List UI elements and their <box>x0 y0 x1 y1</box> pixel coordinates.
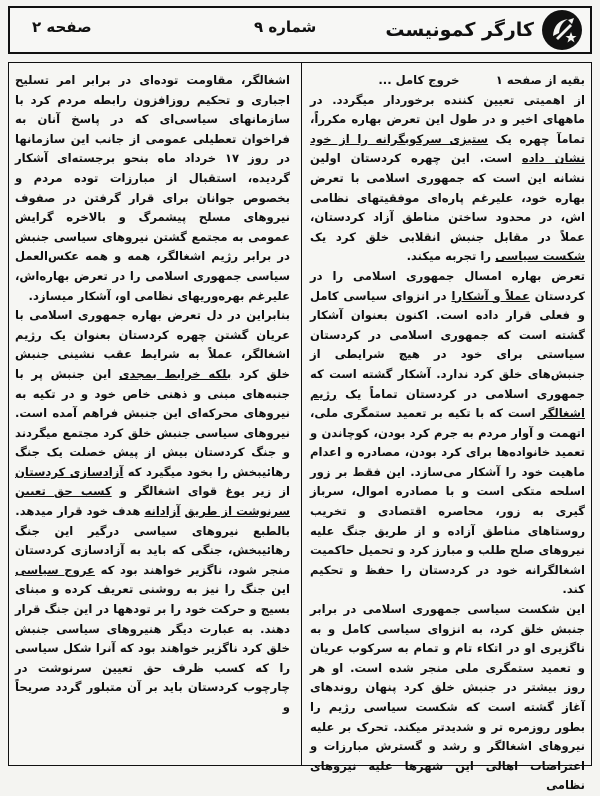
left-column <box>15 71 290 761</box>
underlined-phrase: عملاً و آشکارا <box>451 288 530 303</box>
publication-title: کارگر کمونیست <box>385 19 534 41</box>
underlined-phrase: کسب حق تعیین سرنوشت از طریق <box>15 484 290 519</box>
column-divider <box>301 63 302 765</box>
underlined-phrase: بلکه خرابط بمجدی <box>118 366 232 381</box>
right-paragraph-1: از اهمیتی تعیین کننده برخوردار میگردد. در ماههای اخیر و در طول این تعرض بهاره مکرراً، تمامآ چهره یک ستیزی سرکوبگرانه را از خود نشان داده است. این چهره کردستان اولین نشانه این است که جمهوری اسلامی با تعرض بهاره خود، علیرغم پاره‌ای موفقیتهای نظامی اش، در محدود ساختن مناطق آزاد کردستان، عملاً در مقابل جنبش انقلابی خلق کرد یک شکست سیاسی را تجربه میکند. <box>310 92 585 264</box>
underlined-phrase: رژیم اشغالگر <box>310 386 585 421</box>
underlined-phrase: شکست سیاسی <box>495 249 585 264</box>
underlined-phrase: آزادانه <box>144 504 181 519</box>
issue-number: شماره ۹ <box>254 18 317 36</box>
underlined-phrase: ستیزی سرکوبگرانه را از خود نشان داده <box>310 131 585 166</box>
underlined-phrase: عروج سیاسی <box>15 562 95 577</box>
page-number: صفحه ۲ <box>32 18 92 36</box>
article-body <box>8 62 592 793</box>
section-heading: خروج کامل ... <box>378 73 460 87</box>
underlined-phrase: آزادسازی کردستان <box>15 464 124 479</box>
right-column <box>310 71 586 793</box>
left-paragraph-3: بالطبع نیروهای سیاسی درگیر این جنگ رهائیبخش، جنگی که باید به آزادسازی کردستان منجر شود، ناگزیر خواهند بود که عروج سیاسی این جنگ را نیز به روشنی تعریف کرده و مبنای بسیج و حرکت خود را بر تودهها در این جنگ قرار دهند. به عبارت دیگر هنیروهای سیاسی جنبش خلق کرد ناگزیر خواهند بود که آنرا شکل سیاسی را که کسب ظرف حق تعیین سرنوشت در چارچوب کردستان باید بر آن متبلور گردد صریحاً و <box>15 523 290 714</box>
right-paragraph-2: تعرض بهاره امسال جمهوری اسلامی را در کردستان عملاً و آشکارا در انزوای سیاسی کامل و فعلی قرار داده است. اکنون بعنوان آشکار گشته است که جمهوری اسلامی در کردستان سیاستی برای خود در هیچ شرایطی از جنبش‌های خلق کرد ندارد. آشکار گشته است که جمهوری اسلامی در کردستان تماماً یک رژیم اشغالگر است که با تکیه بر تعمید ستمگری ملی، اتهمت و آوار مردم به جرم کرد بودن، کوچاندن و تعمید خانواده‌ها برای کرد بودن، مصادره و اعدام ماهیت خود را آشکار می‌سازد. این فقط بر زور اسلحه متکی است و با مصادره اموال، سرباز گیری به زور، محاصره اقتصادی و تخریب روستاهای مناطق آزاده و از طریق جنگ علیه نیروهای صلح طلب و مبارز کرد و تحمیل حاکمیت اشغالگرانه خود در کردستان را حفظ و تحکیم کند. <box>310 268 586 597</box>
left-paragraph-2: بنابراین در دل تعرض بهاره جمهوری اسلامی با عریان گشتن چهره کردستان بعنوان یک رژیم اشغالگر، عملاً به شرایط عقب نشینی جنبش خلق کرد بلکه خرابط بمجدی این جنبش پر با جنبه‌های مبنی و ذهنی خاص خود و در تکیه به نیروهای محرکه‌ای این جنبش فراهم آمده است. نیروهای سیاسی جنبش خلق کرد مجتمع میگردند و جنگ کردستان بیش از پیش خصلت یک جنگ رهائیبخش را بخود میگیرد که آزادسازی کردستان از زیر یوغ قوای اشغالگر و کسب حق تعیین سرنوشت از طریق آزادانه هدف خود قرار میدهد. <box>15 308 291 519</box>
right-paragraph-3: این شکست سیاسی جمهوری اسلامی در برابر جنبش خلق کرد، به انزوای سیاسی کامل و به ناگزیری او در اتکاء تام و تمام به سرکوب عریان و تعمید ستمگری ملی منجر شده است. او هر روز بیشتر در جنبش خلق کرد پنهان روندهای آغاز گشته است که شکست سیاسی رژیم را بطور روزمره تر و شدیدتر میکند. تحرک بر علیه نیروهای اشغالگر و رشد و گسترش مبارزات و اعتراضات اهالی این شهرها علیه نیروهای نظامی <box>310 602 585 793</box>
masthead <box>8 6 592 54</box>
left-paragraph-1: اشغالگر، مقاومت توده‌ای در برابر امر تسلیح اجباری و تحکیم روزافزون رابطه مردم کرد با سازمانهای سیاسی‌ای که در پاسخ آنان به فراخوان تعطیلی عمومی از جانب این سازمانها در روز ۱۷ خرداد ماه بنحو برجسته‌ای آشکار گردیده، استقبال از مبارزات توده مردم و بخصوص جوانان برای قرار گرفتن در صفوف نیروهای مسلح پیشمرگ و بالاخره گرایش عمومی به مجتمع گشتن نیروهای سیاسی جنبش در برابر رژیم اشغالگر، همه و همه عکس‌العمل سیاسی جمهوری اسلامی را در تعرض بهاره‌اش، علیرغم بهره‌وریهای نظامی او، آشکار میسازد. <box>15 73 290 303</box>
continuation-note: بقیه از صفحه ۱ خروج کامل ... <box>378 73 585 87</box>
hammer-sickle-star-logo-icon <box>540 8 584 52</box>
